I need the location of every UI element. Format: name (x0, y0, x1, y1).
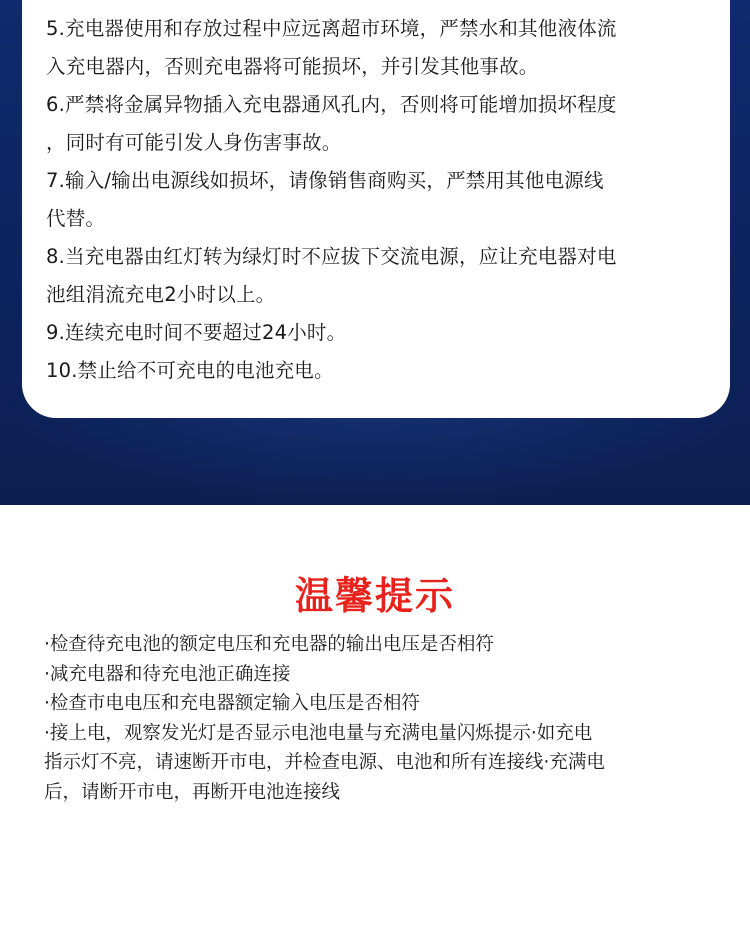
tip-line: 指示灯不亮，请速断开市电，并检查电源、电池和所有连接线·充满电 (44, 752, 605, 773)
tip-line: ·接上电，观察发光灯是否显示电池电量与充满电量闪烁提示·如充电 (44, 722, 593, 744)
tips-title: 温馨提示 (294, 574, 455, 618)
instruction-line: 8.当充电器由红灯转为绿灯时不应拔下交流电源，应让充电器对电 (46, 245, 617, 268)
tips-section (0, 505, 750, 930)
tip-line: ·检查待充电池的额定电压和充电器的输出电压是否相符 (44, 634, 494, 655)
instruction-line: 入充电器内，否则充电器将可能损坏，并引发其他事故。 (46, 55, 539, 78)
instruction-line: ，同时有可能引发人身伤害事故。 (46, 131, 342, 154)
instruction-card (22, 0, 730, 418)
instruction-line: 9.连续充电时间不要超过24小时。 (46, 321, 347, 344)
tip-line: ·减充电器和待充电池正确连接 (44, 663, 291, 685)
tips-list (44, 630, 724, 807)
instruction-line: 10.禁止给不可充电的电池充电。 (46, 359, 334, 382)
instruction-line: 代替。 (46, 207, 106, 230)
instruction-line: 5.充电器使用和存放过程中应远离超市环境，严禁水和其他液体流 (46, 17, 617, 40)
tip-line: 后，请断开市电，再断开电池连接线 (44, 781, 341, 803)
instruction-line: 7.输入/输出电源线如损坏，请像销售商购买，严禁用其他电源线 (46, 169, 604, 192)
instruction-line: 池组涓流充电2小时以上。 (46, 283, 276, 306)
tip-line: ·检查市电电压和充电器额定输入电压是否相符 (44, 693, 420, 714)
instruction-line: 6.严禁将金属异物插入充电器通风孔内，否则将可能增加损坏程度 (46, 93, 617, 116)
